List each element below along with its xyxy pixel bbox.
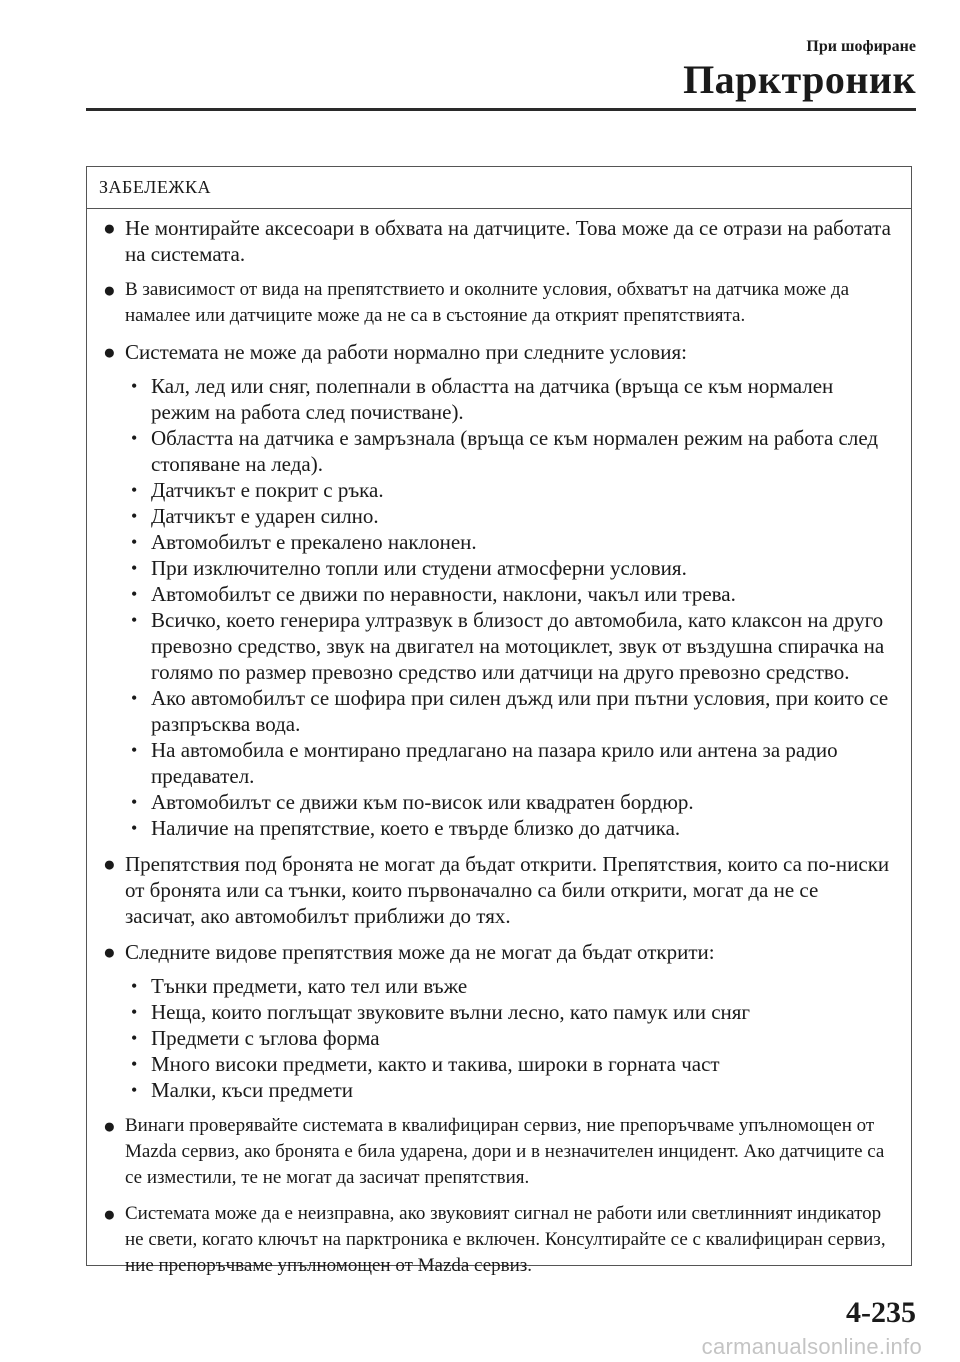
sub-bullet-icon: • xyxy=(131,1028,138,1048)
bullet-icon: ● xyxy=(103,1114,116,1138)
bullet-icon: ● xyxy=(103,340,116,364)
sub-item xyxy=(125,737,893,789)
sub-item xyxy=(125,1077,893,1103)
sub-list xyxy=(125,973,893,1103)
sub-bullet-icon: • xyxy=(131,1002,138,1022)
note-item xyxy=(99,1201,893,1279)
sub-item-text: Ако автомобилът се шофира при силен дъжд или при пътни условия, при които се разпръсква вода. xyxy=(151,686,889,736)
header-rule xyxy=(86,108,916,111)
note-box xyxy=(86,166,912,1276)
sub-bullet-icon: • xyxy=(131,376,138,396)
sub-bullet-icon: • xyxy=(131,610,138,630)
sub-item xyxy=(125,1025,893,1051)
sub-bullet-icon: • xyxy=(131,558,138,578)
watermark: carmanualsonline.info xyxy=(701,1334,922,1359)
note-content xyxy=(87,209,911,1279)
note-item-text: Системата може да е неизправна, ако звуковият сигнал не работи или светлинният индикатор не свети, когато ключът на парктроника е включен. Консултирайте се с квалифициран сервиз, ние препоръчваме упълномощен от Mazda сервиз. xyxy=(125,1203,886,1276)
sub-bullet-icon: • xyxy=(131,818,138,838)
sub-item-text: Предмети с ъглова форма xyxy=(151,1026,380,1050)
sub-bullet-icon: • xyxy=(131,532,138,552)
sub-bullet-icon: • xyxy=(131,428,138,448)
sub-item-text: Наличие на препятствие, което е твърде близко до датчика. xyxy=(151,816,681,840)
sub-item-text: Тънки предмети, като тел или въже xyxy=(151,974,468,998)
note-item-text: Препятствия под бронята не могат да бъдат открити. Препятствия, които са по-ниски от бронята или са тънки, които първоначално са били открити, могат да не се засичат, ако автомобилът приближи до тях. xyxy=(125,852,890,928)
sub-list xyxy=(125,373,893,841)
note-item-text: Не монтирайте аксесоари в обхвата на датчиците. Това може да се отрази на работата на системата. xyxy=(125,216,891,266)
sub-item-text: Автомобилът е прекалено наклонен. xyxy=(151,530,477,554)
note-item xyxy=(99,215,893,267)
sub-item xyxy=(125,999,893,1025)
sub-item-text: При изключително топли или студени атмосферни условия. xyxy=(151,556,687,580)
sub-item-text: Автомобилът се движи към по-висок или квадратен бордюр. xyxy=(151,790,694,814)
sub-item xyxy=(125,555,893,581)
sub-item-text: На автомобила е монтирано предлагано на пазара крило или антена за радио предавател. xyxy=(151,738,838,788)
sub-bullet-icon: • xyxy=(131,1054,138,1074)
note-item-text: В зависимост от вида на препятствието и околните условия, обхватът на датчика може да намалее или датчиците може да не са в състояние да открият препятствията. xyxy=(125,279,850,326)
note-title: ЗАБЕЛЕЖКА xyxy=(87,167,911,209)
sub-item xyxy=(125,815,893,841)
note-item-text: Следните видове препятствия може да не могат да бъдат открити: xyxy=(125,940,715,964)
bullet-icon: ● xyxy=(103,852,116,876)
sub-item xyxy=(125,425,893,477)
sub-item-text: Малки, къси предмети xyxy=(151,1078,353,1102)
sub-item-text: Датчикът е покрит с ръка. xyxy=(151,478,384,502)
sub-item xyxy=(125,1051,893,1077)
sub-item-text: Много високи предмети, както и такива, широки в горната част xyxy=(151,1052,720,1076)
sub-item xyxy=(125,789,893,815)
sub-item xyxy=(125,373,893,425)
sub-item-text: Кал, лед или сняг, полепнали в областта на датчика (връща се към нормален режим на работа след почистване). xyxy=(151,374,834,424)
sub-item xyxy=(125,529,893,555)
note-item xyxy=(99,339,893,841)
sub-bullet-icon: • xyxy=(131,1080,138,1100)
sub-bullet-icon: • xyxy=(131,976,138,996)
bullet-icon: ● xyxy=(103,940,116,964)
sub-bullet-icon: • xyxy=(131,584,138,604)
section-label: При шофиране xyxy=(806,38,916,55)
note-item xyxy=(99,939,893,1103)
sub-item xyxy=(125,685,893,737)
sub-item-text: Неща, които поглъщат звуковите вълни лесно, като памук или сняг xyxy=(151,1000,751,1024)
bullet-icon: ● xyxy=(103,216,116,240)
note-item-text: Системата не може да работи нормално при следните условия: xyxy=(125,340,687,364)
bullet-icon: ● xyxy=(103,278,116,302)
sub-bullet-icon: • xyxy=(131,792,138,812)
note-item-text: Винаги проверявайте системата в квалифициран сервиз, ние препоръчваме упълномощен от Mazda сервиз, ако бронята е била ударена, дори и в незначителен инцидент. Ако датчиците са се изместили, те не могат да засичат препятствия. xyxy=(125,1115,885,1188)
page-title: Парктроник xyxy=(683,57,916,102)
bullet-icon: ● xyxy=(103,1202,116,1226)
sub-item-text: Областта на датчика е замръзнала (връща се към нормален режим на работа след стопяване на леда). xyxy=(151,426,879,476)
note-item xyxy=(99,277,893,329)
note-item xyxy=(99,851,893,929)
sub-bullet-icon: • xyxy=(131,480,138,500)
sub-item xyxy=(125,581,893,607)
sub-item-text: Всичко, което генерира ултразвук в близост до автомобила, като клаксон на друго превозно средство, звук на двигател на мотоциклет, звук от въздушна спирачка на голямо по размер превозно средство или датчици на друго превозно средство. xyxy=(151,608,885,684)
sub-item xyxy=(125,503,893,529)
sub-item-text: Датчикът е ударен силно. xyxy=(151,504,379,528)
page-number: 4-235 xyxy=(846,1296,916,1329)
sub-item xyxy=(125,973,893,999)
sub-bullet-icon: • xyxy=(131,688,138,708)
sub-item xyxy=(125,607,893,685)
sub-item xyxy=(125,477,893,503)
sub-item-text: Автомобилът се движи по неравности, наклони, чакъл или трева. xyxy=(151,582,736,606)
sub-bullet-icon: • xyxy=(131,740,138,760)
sub-bullet-icon: • xyxy=(131,506,138,526)
note-item xyxy=(99,1113,893,1191)
